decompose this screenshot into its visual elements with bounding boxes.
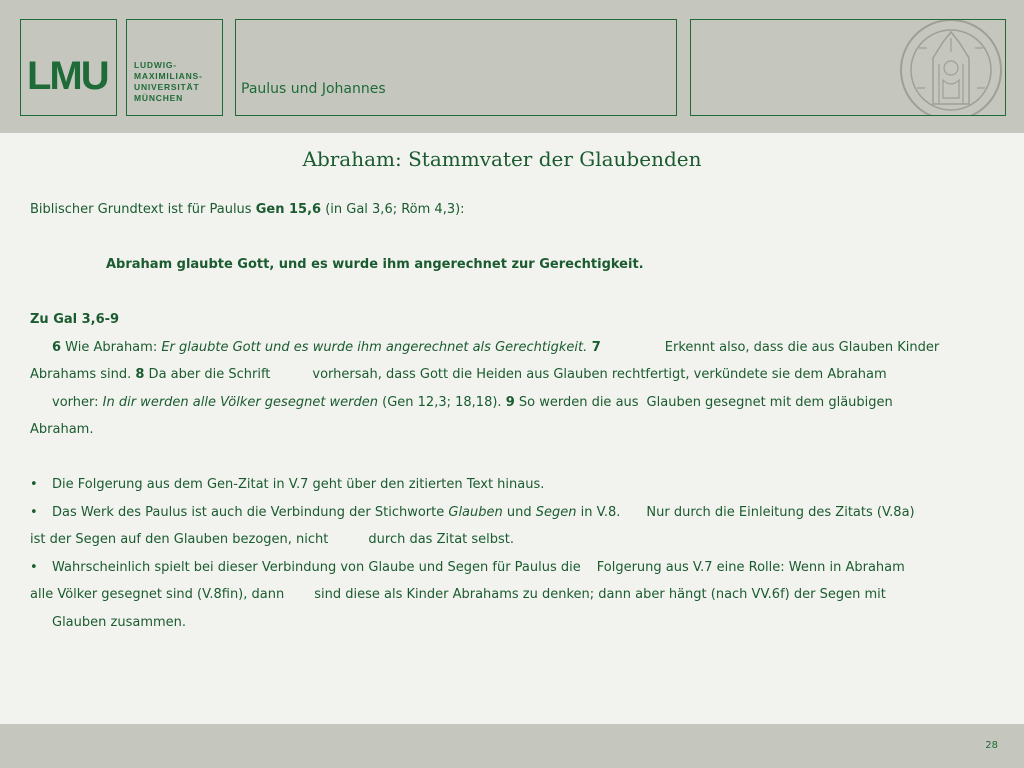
passage-line-2: Abrahams sind. 8 Da aber die Schrift vorhersah, dass Gott die Heiden aus Glauben rechtfertigt, verkündete sie dem Abraham xyxy=(30,367,887,382)
bullet-3-continued: alle Völker gesegnet sind (V.8fin), dann sind diese als Kinder Abrahams zu denken; dann aber hängt (nach VV.6f) der Segen mit xyxy=(30,587,886,602)
passage-line-1: 6 Wie Abraham: Er glaubte Gott und es wurde ihm angerechnet als Gerechtigkeit. 7 Erkennt also, dass die aus Glauben Kinder xyxy=(52,339,940,355)
course-title-box xyxy=(235,19,677,116)
page-number: 28 xyxy=(985,740,998,751)
slide-header xyxy=(0,0,1024,133)
bullet-2: • Das Werk des Paulus ist auch die Verbindung der Stichworte Glauben und Segen in V.8. Nur durch die Einleitung des Zitats (V.8a) xyxy=(30,504,915,520)
section-heading: Zu Gal 3,6-9 xyxy=(30,312,120,327)
slide-title: Abraham: Stammvater der Glaubenden xyxy=(302,147,702,171)
quote-gen-15-6: Abraham glaubte Gott, und es wurde ihm angerechnet zur Gerechtigkeit. xyxy=(106,257,644,272)
passage-line-4: Abraham. xyxy=(30,422,94,437)
slide-footer xyxy=(0,724,1024,768)
bullet-1: • Die Folgerung aus dem Gen-Zitat in V.7 geht über den zitierten Text hinaus. xyxy=(30,477,545,492)
lmu-logo-box xyxy=(20,19,117,116)
bullet-3-end: Glauben zusammen. xyxy=(52,614,187,630)
university-name: LUDWIG- MAXIMILIANS- UNIVERSITÄT MÜNCHEN xyxy=(134,60,203,103)
bullet-2-continued: ist der Segen auf den Glauben bezogen, nicht durch das Zitat selbst. xyxy=(30,532,515,547)
lmu-logo: LMU xyxy=(27,54,108,98)
intro-line: Biblischer Grundtext ist für Paulus Gen 15,6 (in Gal 3,6; Röm 4,3): xyxy=(30,202,465,217)
bullet-3: • Wahrscheinlich spielt bei dieser Verbindung von Glaube und Segen für Paulus die Folgerung aus V.7 eine Rolle: Wenn in Abraham xyxy=(30,559,905,575)
university-name-box xyxy=(126,19,223,116)
seal-box xyxy=(690,19,1006,116)
slide-content xyxy=(30,196,990,636)
passage-line-3: vorher: In dir werden alle Völker gesegnet werden (Gen 12,3; 18,18). 9 So werden die aus Glauben gesegnet mit dem gläubigen xyxy=(52,394,893,410)
university-seal-icon xyxy=(899,19,1003,116)
course-title: Paulus und Johannes xyxy=(241,81,386,97)
